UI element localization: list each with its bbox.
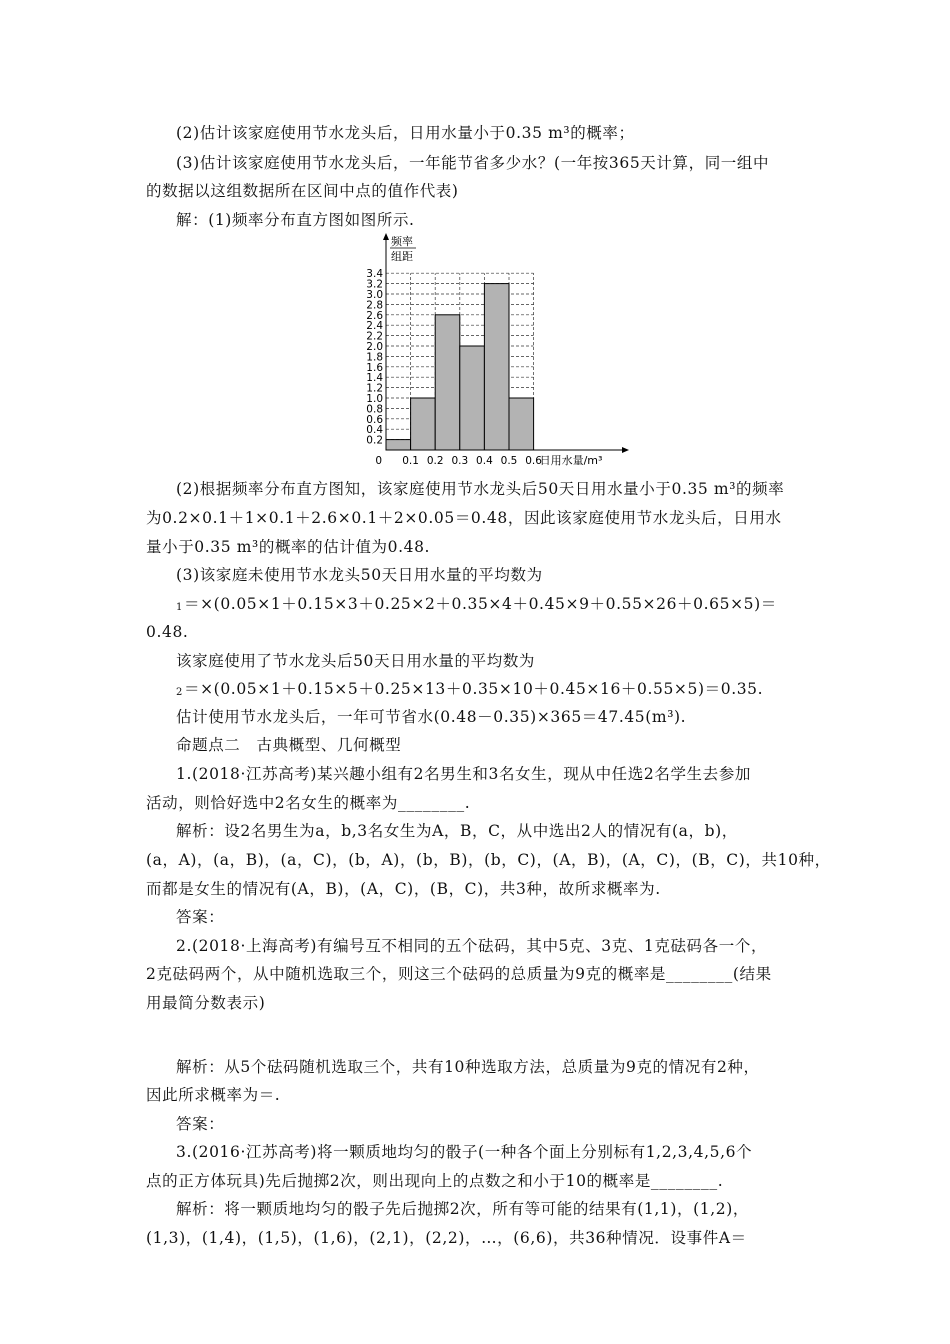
y-tick-label: 2.4 <box>366 320 383 333</box>
text-line: 解析：将一颗质地均匀的骰子先后抛掷2次，所有等可能的结果有(1,1)，(1,2)， <box>176 1200 749 1218</box>
text-line: 解析：设2名男生为a，b,3名女生为A，B，C，从中选出2人的情况有(a，b)， <box>176 822 738 840</box>
text-line: 2.(2018·上海高考)有编号互不相同的五个砝码，其中5克、3克、1克砝码各一个， <box>176 937 768 955</box>
text-line: 点的正方体玩具)先后抛掷2次，则出现向上的点数之和小于10的概率是________. <box>146 1172 724 1190</box>
y-tick-label: 1.8 <box>366 351 383 364</box>
text-line: 活动，则恰好选中2名女生的概率为________. <box>146 794 471 812</box>
text-line: 用最简分数表示) <box>146 994 266 1012</box>
text-line: 而都是女生的情况有(A，B)，(A，C)，(B，C)，共3种，故所求概率为. <box>146 880 661 898</box>
y-axis-label-top: 频率 <box>391 235 413 248</box>
y-tick-label: 3.2 <box>366 278 383 291</box>
text-line: 估计使用节水龙头后，一年可节省水(0.48－0.35)×365＝47.45(m³). <box>176 708 687 726</box>
x-tick-label: 0.4 <box>476 455 493 467</box>
text-line: ＝×(0.05×1＋0.15×5＋0.25×13＋0.35×10＋0.45×16＋0.55×5)＝0.35. <box>184 680 764 698</box>
y-tick-label: 0.6 <box>366 413 383 426</box>
y-tick-label: 2.2 <box>366 330 383 343</box>
text-line: 解：(1)频率分布直方图如图所示. <box>176 211 415 229</box>
x-tick-label: 0.1 <box>402 455 419 467</box>
x-axis-label: 日用水量/m³ <box>539 454 603 467</box>
y-tick-label: 1.6 <box>366 361 383 374</box>
text-line: (1,3)，(1,4)，(1,5)，(1,6)，(2,1)，(2,2)，…，(6,6)，共36种情况．设事件A＝ <box>146 1229 747 1247</box>
histogram-bar <box>386 440 411 450</box>
histogram-bar <box>435 315 460 450</box>
subscript-label: 2 <box>176 687 183 698</box>
text-line: 为0.2×0.1＋1×0.1＋2.6×0.1＋2×0.05＝0.48，因此该家庭使用节水龙头后，日用水 <box>146 509 782 527</box>
y-tick-label: 2.8 <box>366 299 383 312</box>
y-axis-label-bottom: 组距 <box>391 250 413 263</box>
text-line: 答案： <box>176 908 225 926</box>
y-tick-label: 2.6 <box>366 309 383 322</box>
text-line: (a，A)，(a，B)，(a，C)，(b，A)，(b，B)，(b，C)，(A，B)，(A，C)，(B，C)，共10种， <box>146 851 831 869</box>
histogram-bar <box>484 284 509 450</box>
text-line: 2克砝码两个，从中随机选取三个，则这三个砝码的总质量为9克的概率是________(结果 <box>146 965 772 983</box>
text-line: (3)该家庭未使用节水龙头50天日用水量的平均数为 <box>176 566 543 584</box>
subscript-label: 1 <box>176 602 183 613</box>
text-line: 解析：从5个砝码随机选取三个，共有10种选取方法，总质量为9克的情况有2种， <box>176 1058 760 1076</box>
x-tick-label: 0.2 <box>426 455 444 467</box>
section-heading: 命题点二 古典概型、几何概型 <box>176 736 402 754</box>
text-line: ＝×(0.05×1＋0.15×3＋0.25×2＋0.35×4＋0.45×9＋0.55×26＋0.65×5)＝ <box>184 595 777 613</box>
x-axis-arrow-icon <box>622 447 629 453</box>
text-line: (2)根据频率分布直方图知，该家庭使用节水龙头后50天日用水量小于0.35 m³的频率 <box>176 480 785 498</box>
y-axis-arrow-icon <box>383 233 389 240</box>
text-line: 因此所求概率为＝. <box>146 1086 281 1104</box>
x-tick-label: 0.5 <box>500 455 518 467</box>
text-line: 0.48. <box>146 623 189 641</box>
y-tick-label: 0.2 <box>366 434 383 447</box>
histogram-bar <box>460 346 485 450</box>
y-tick-label: 0.8 <box>366 403 383 416</box>
y-tick-label: 3.4 <box>366 268 383 281</box>
x-tick-label: 0.3 <box>451 455 469 467</box>
histogram-bar <box>509 398 534 450</box>
text-line: 答案： <box>176 1115 225 1133</box>
text-line: 3.(2016·江苏高考)将一颗质地均匀的骰子(一种各个面上分别标有1,2,3,4,5,6个 <box>176 1143 753 1161</box>
y-tick-label: 1.2 <box>366 382 383 395</box>
histogram-chart <box>360 232 630 472</box>
text-line: 量小于0.35 m³的概率的估计值为0.48. <box>146 538 431 556</box>
text-line: (2)估计该家庭使用节水龙头后，日用水量小于0.35 m³的概率； <box>176 124 635 142</box>
histogram-bar <box>411 398 436 450</box>
y-tick-label: 3.0 <box>366 289 383 301</box>
text-line: 该家庭使用了节水龙头后50天日用水量的平均数为 <box>176 652 536 670</box>
text-line: 1.(2018·江苏高考)某兴趣小组有2名男生和3名女生，现从中任选2名学生去参加 <box>176 765 751 783</box>
y-tick-label: 2.0 <box>366 341 383 353</box>
origin-label: 0 <box>375 455 382 467</box>
x-tick-label: 0.6 <box>525 455 542 467</box>
y-tick-label: 0.4 <box>366 424 383 437</box>
text-line: (3)估计该家庭使用节水龙头后，一年能节省多少水？(一年按365天计算，同一组中 <box>176 154 770 172</box>
y-tick-label: 1.4 <box>366 372 383 385</box>
text-line: 的数据以这组数据所在区间中点的值作代表) <box>146 182 459 200</box>
y-tick-label: 1.0 <box>366 393 383 405</box>
